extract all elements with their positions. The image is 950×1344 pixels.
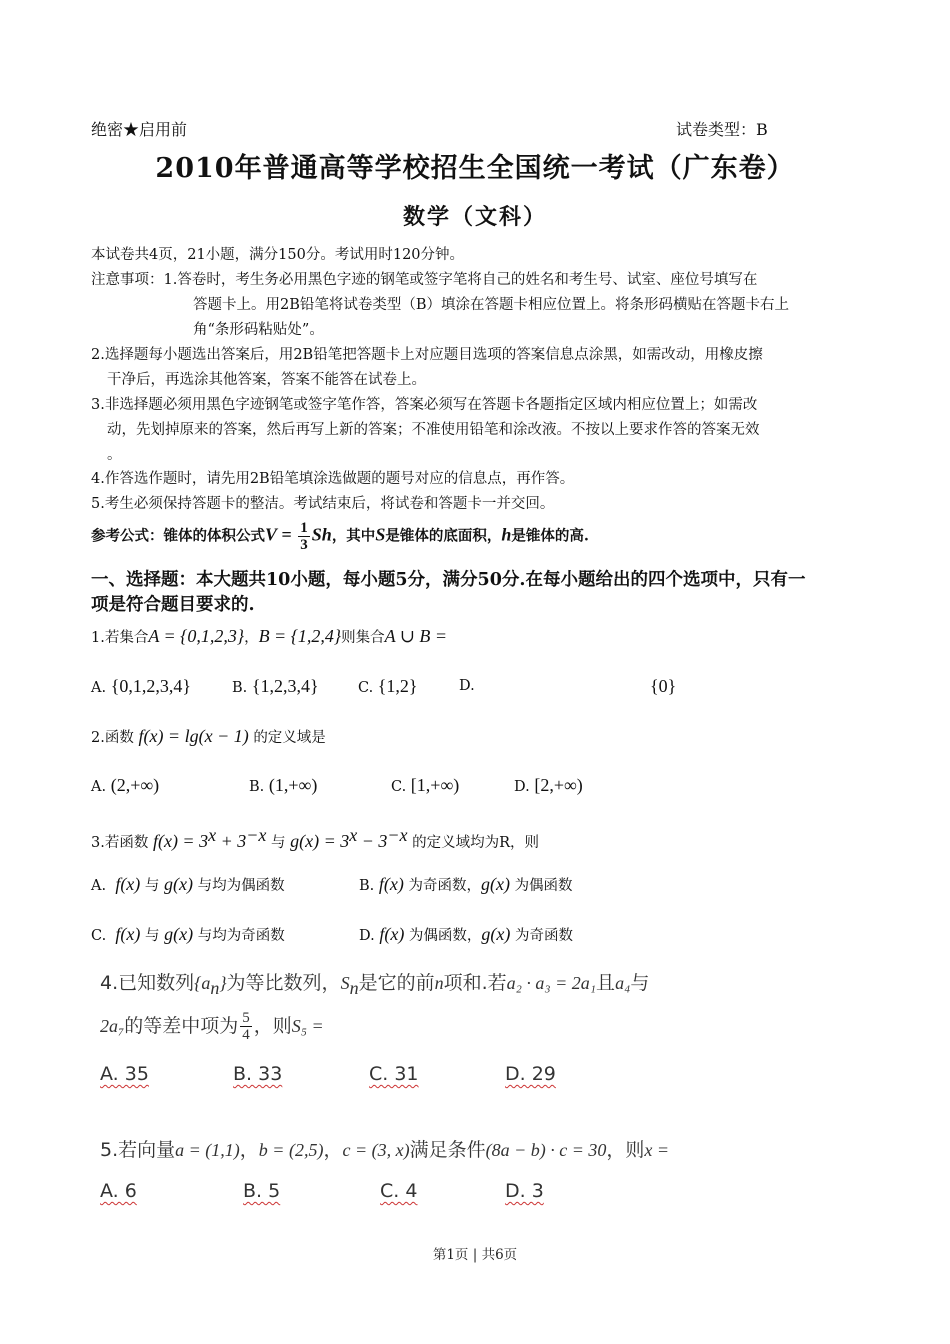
- note-3-line-2: 动，先划掉原来的答案，然后再写上新的答案；不准使用铅笔和涂改液。不按以上要求作答的答案无效: [107, 422, 760, 438]
- q1-option-a: A. {0,1,2,3,4}: [91, 676, 191, 696]
- q1-option-d-label: D.: [459, 678, 475, 694]
- q2-option-b: B. (1,+∞): [249, 775, 318, 795]
- q1-option-b: B. {1,2,3,4}: [232, 676, 319, 696]
- section-heading-line-1: 一、选择题：本大题共10小题，每小题5分，满分50分.在每小题给出的四个选项中，只有一: [91, 570, 806, 590]
- q4-option-a: A. 35: [100, 1063, 149, 1085]
- section-heading-line-2: 项是符合题目要求的.: [91, 595, 255, 615]
- fraction-five-fourths: $\frac{5}{4}$: [242, 1010, 250, 1043]
- q4-option-d: D. 29: [505, 1063, 556, 1085]
- q4-option-c: C. 31: [369, 1063, 419, 1085]
- q3-option-a: A. f(x) 与 g(x) 与均为偶函数: [91, 874, 285, 894]
- fraction-one-third: $\frac{1}{3}$: [300, 520, 308, 553]
- q5-option-a: A. 6: [100, 1180, 137, 1202]
- question-5: 5.若向量a = (1,1)，b = (2,5)，c = (3, x)满足条件(8a − b) · c = 30，则x =: [100, 1139, 670, 1161]
- q2-option-d: D. [2,+∞): [514, 775, 583, 795]
- q1-option-c: C. {1,2}: [358, 676, 418, 696]
- note-2-line-2: 干净后，再选涂其他答案，答案不能答在试卷上。: [107, 372, 426, 388]
- q3-option-c: C. f(x) 与 g(x) 与均为奇函数: [91, 924, 285, 944]
- note-1-line-3: 角“条形码粘贴处”。: [193, 322, 324, 338]
- q5-option-c: C. 4: [380, 1180, 418, 1202]
- note-3-line-1: 3.非选择题必须用黑色字迹钢笔或签字笔作答，答案必须写在答题卡各题指定区域内相应位置上；如需改: [91, 397, 758, 413]
- note-5: 5.考生必须保持答题卡的整洁。考试结束后，将试卷和答题卡一并交回。: [91, 496, 555, 512]
- paper-type-label: 试卷类型：B: [676, 120, 768, 139]
- note-1-line-1: 注意事项：1.答卷时，考生务必用黑色字迹的钢笔或签字笔将自己的姓名和考生号、试室、座位号填写在: [91, 272, 758, 288]
- note-3-line-3: 。: [107, 447, 122, 463]
- note-1-line-2: 答题卡上。用2B铅笔将试卷类型（B）填涂在答题卡相应位置上。将条形码横贴在答题卡右上: [193, 297, 790, 313]
- page-footer: 第1页 | 共6页: [432, 1247, 518, 1263]
- exam-subtitle: 数学（文科）: [402, 204, 547, 230]
- question-4-line-1: 4.已知数列$\{a_n\}$为等比数列，$S_n$是它的前n项和.若a₂ · a₃ = 2a₁且a₄与: [100, 972, 650, 998]
- q5-option-b: B. 5: [243, 1180, 281, 1202]
- q3-option-b: B. f(x) 为奇函数，g(x) 为偶函数: [359, 874, 573, 894]
- question-2: 2.函数 f(x) = lg(x − 1) 的定义域是: [91, 726, 326, 746]
- q2-option-c: C. [1,+∞): [391, 775, 460, 795]
- q4-option-b: B. 33: [233, 1063, 283, 1085]
- q1-option-d-value: {0}: [650, 676, 677, 696]
- exam-title: 2010年普通高等学校招生全国统一考试（广东卷）: [155, 153, 795, 184]
- note-2-line-1: 2.选择题每小题选出答案后，用2B铅笔把答题卡上对应题目选项的答案信息点涂黑，如需改动，用橡皮擦: [91, 347, 763, 363]
- confidential-label: 绝密★启用前: [91, 120, 188, 139]
- question-1: 1.若集合A = {0,1,2,3}，B = {1,2,4}则集合A ∪ B =: [91, 626, 448, 646]
- q2-option-a: A. (2,+∞): [91, 775, 160, 795]
- question-4-line-2: 2a₇的等差中项为 $\frac{5}{4}$ ，则S₅ =: [100, 1010, 324, 1043]
- question-3: 3.若函数 $f(x) = 3^x + 3^{-x}$ 与 $g(x) = 3^x - 3^{-x}$ 的定义域均为R，则: [91, 825, 540, 851]
- q3-option-d: D. f(x) 为偶函数，g(x) 为奇函数: [359, 924, 574, 944]
- intro-text: 本试卷共4页，21小题，满分150分。考试用时120分钟。: [91, 247, 465, 263]
- note-4: 4.作答选作题时，请先用2B铅笔填涂选做题的题号对应的信息点，再作答。: [91, 471, 575, 487]
- q5-option-d: D. 3: [505, 1180, 544, 1202]
- reference-formula: 参考公式：锥体的体积公式V = $\frac{1}{3}$ Sh，其中S是锥体的底面积，h是锥体的高.: [91, 520, 589, 553]
